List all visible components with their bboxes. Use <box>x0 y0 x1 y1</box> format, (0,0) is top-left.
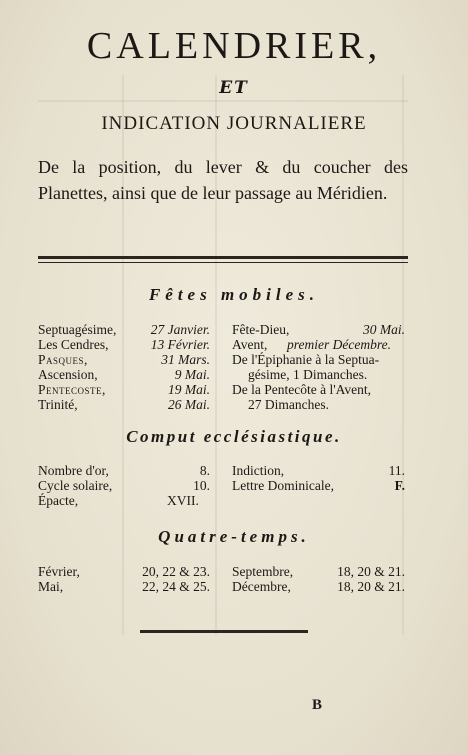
quatre-temps-days: 22, 24 & 25. <box>142 579 210 594</box>
fete-name: Avent, <box>232 337 268 352</box>
conjunction-et: ET <box>219 78 249 98</box>
fete-date: 31 Mars. <box>161 352 210 367</box>
page-title: CALENDRIER, <box>86 25 382 67</box>
comput-label: Nombre d'or, <box>38 463 109 478</box>
fete-note: 27 Dimanches. <box>248 397 329 412</box>
comput-value: 11. <box>388 463 405 478</box>
fete-date: 27 Janvier. <box>150 322 210 337</box>
description: De la position, du lever & du coucher des Planettes, ainsi que de leur passage au Méridien. <box>38 157 408 203</box>
subtitle: INDICATION JOURNALIERE <box>101 113 367 134</box>
fete-date: 19 Mai. <box>168 382 210 397</box>
fetes-mobiles-heading: Fêtes mobiles. <box>148 285 320 304</box>
fete-name: Ascension, <box>38 367 98 382</box>
closing-rule <box>140 630 308 633</box>
fete-date: premier Décembre. <box>287 337 391 352</box>
fete-name: Pasques, <box>38 352 88 367</box>
quatre-temps-heading: Quatre-temps. <box>158 527 310 546</box>
fete-date: 30 Mai. <box>363 322 405 337</box>
comput-label: Cycle solaire, <box>38 478 113 493</box>
comput-heading: Comput ecclésiastique. <box>126 427 342 446</box>
fete-name: Septuagésime, <box>38 322 117 337</box>
quatre-temps-month: Décembre, <box>232 579 291 594</box>
quatre-temps-days: 18, 20 & 21. <box>337 564 405 579</box>
quatre-temps-month: Septembre, <box>232 564 294 579</box>
double-rule-top <box>38 256 408 259</box>
double-rule-bottom <box>38 262 408 263</box>
quatre-temps-days: 18, 20 & 21. <box>337 579 405 594</box>
bleed-through-line <box>38 100 408 102</box>
fete-date: 26 Mai. <box>168 397 210 412</box>
fete-name: Pentecoste, <box>38 382 106 397</box>
comput-value: F. <box>394 478 405 493</box>
quatre-temps-month: Mai, <box>38 579 64 594</box>
comput-label: Indiction, <box>232 463 285 478</box>
fete-date: 13 Février. <box>150 337 210 352</box>
signature-mark: B <box>312 697 323 713</box>
fete-note: gésime, 1 Dimanches. <box>248 367 368 382</box>
comput-value: 10. <box>193 478 210 493</box>
fete-note: De la Pentecôte à l'Avent, <box>232 382 372 397</box>
comput-value: XVII. <box>167 493 199 508</box>
fete-date: 9 Mai. <box>174 367 210 382</box>
comput-label: Lettre Dominicale, <box>232 478 334 493</box>
quatre-temps-month: Février, <box>38 564 80 579</box>
fete-name: Fête-Dieu, <box>232 322 290 337</box>
fete-note: De l'Épiphanie à la Septua- <box>232 352 380 367</box>
quatre-temps-days: 20, 22 & 23. <box>142 564 210 579</box>
comput-value: 8. <box>199 463 210 478</box>
comput-label: Épacte, <box>38 493 79 508</box>
fete-name: Les Cendres, <box>38 337 109 352</box>
fete-name: Trinité, <box>38 397 78 412</box>
